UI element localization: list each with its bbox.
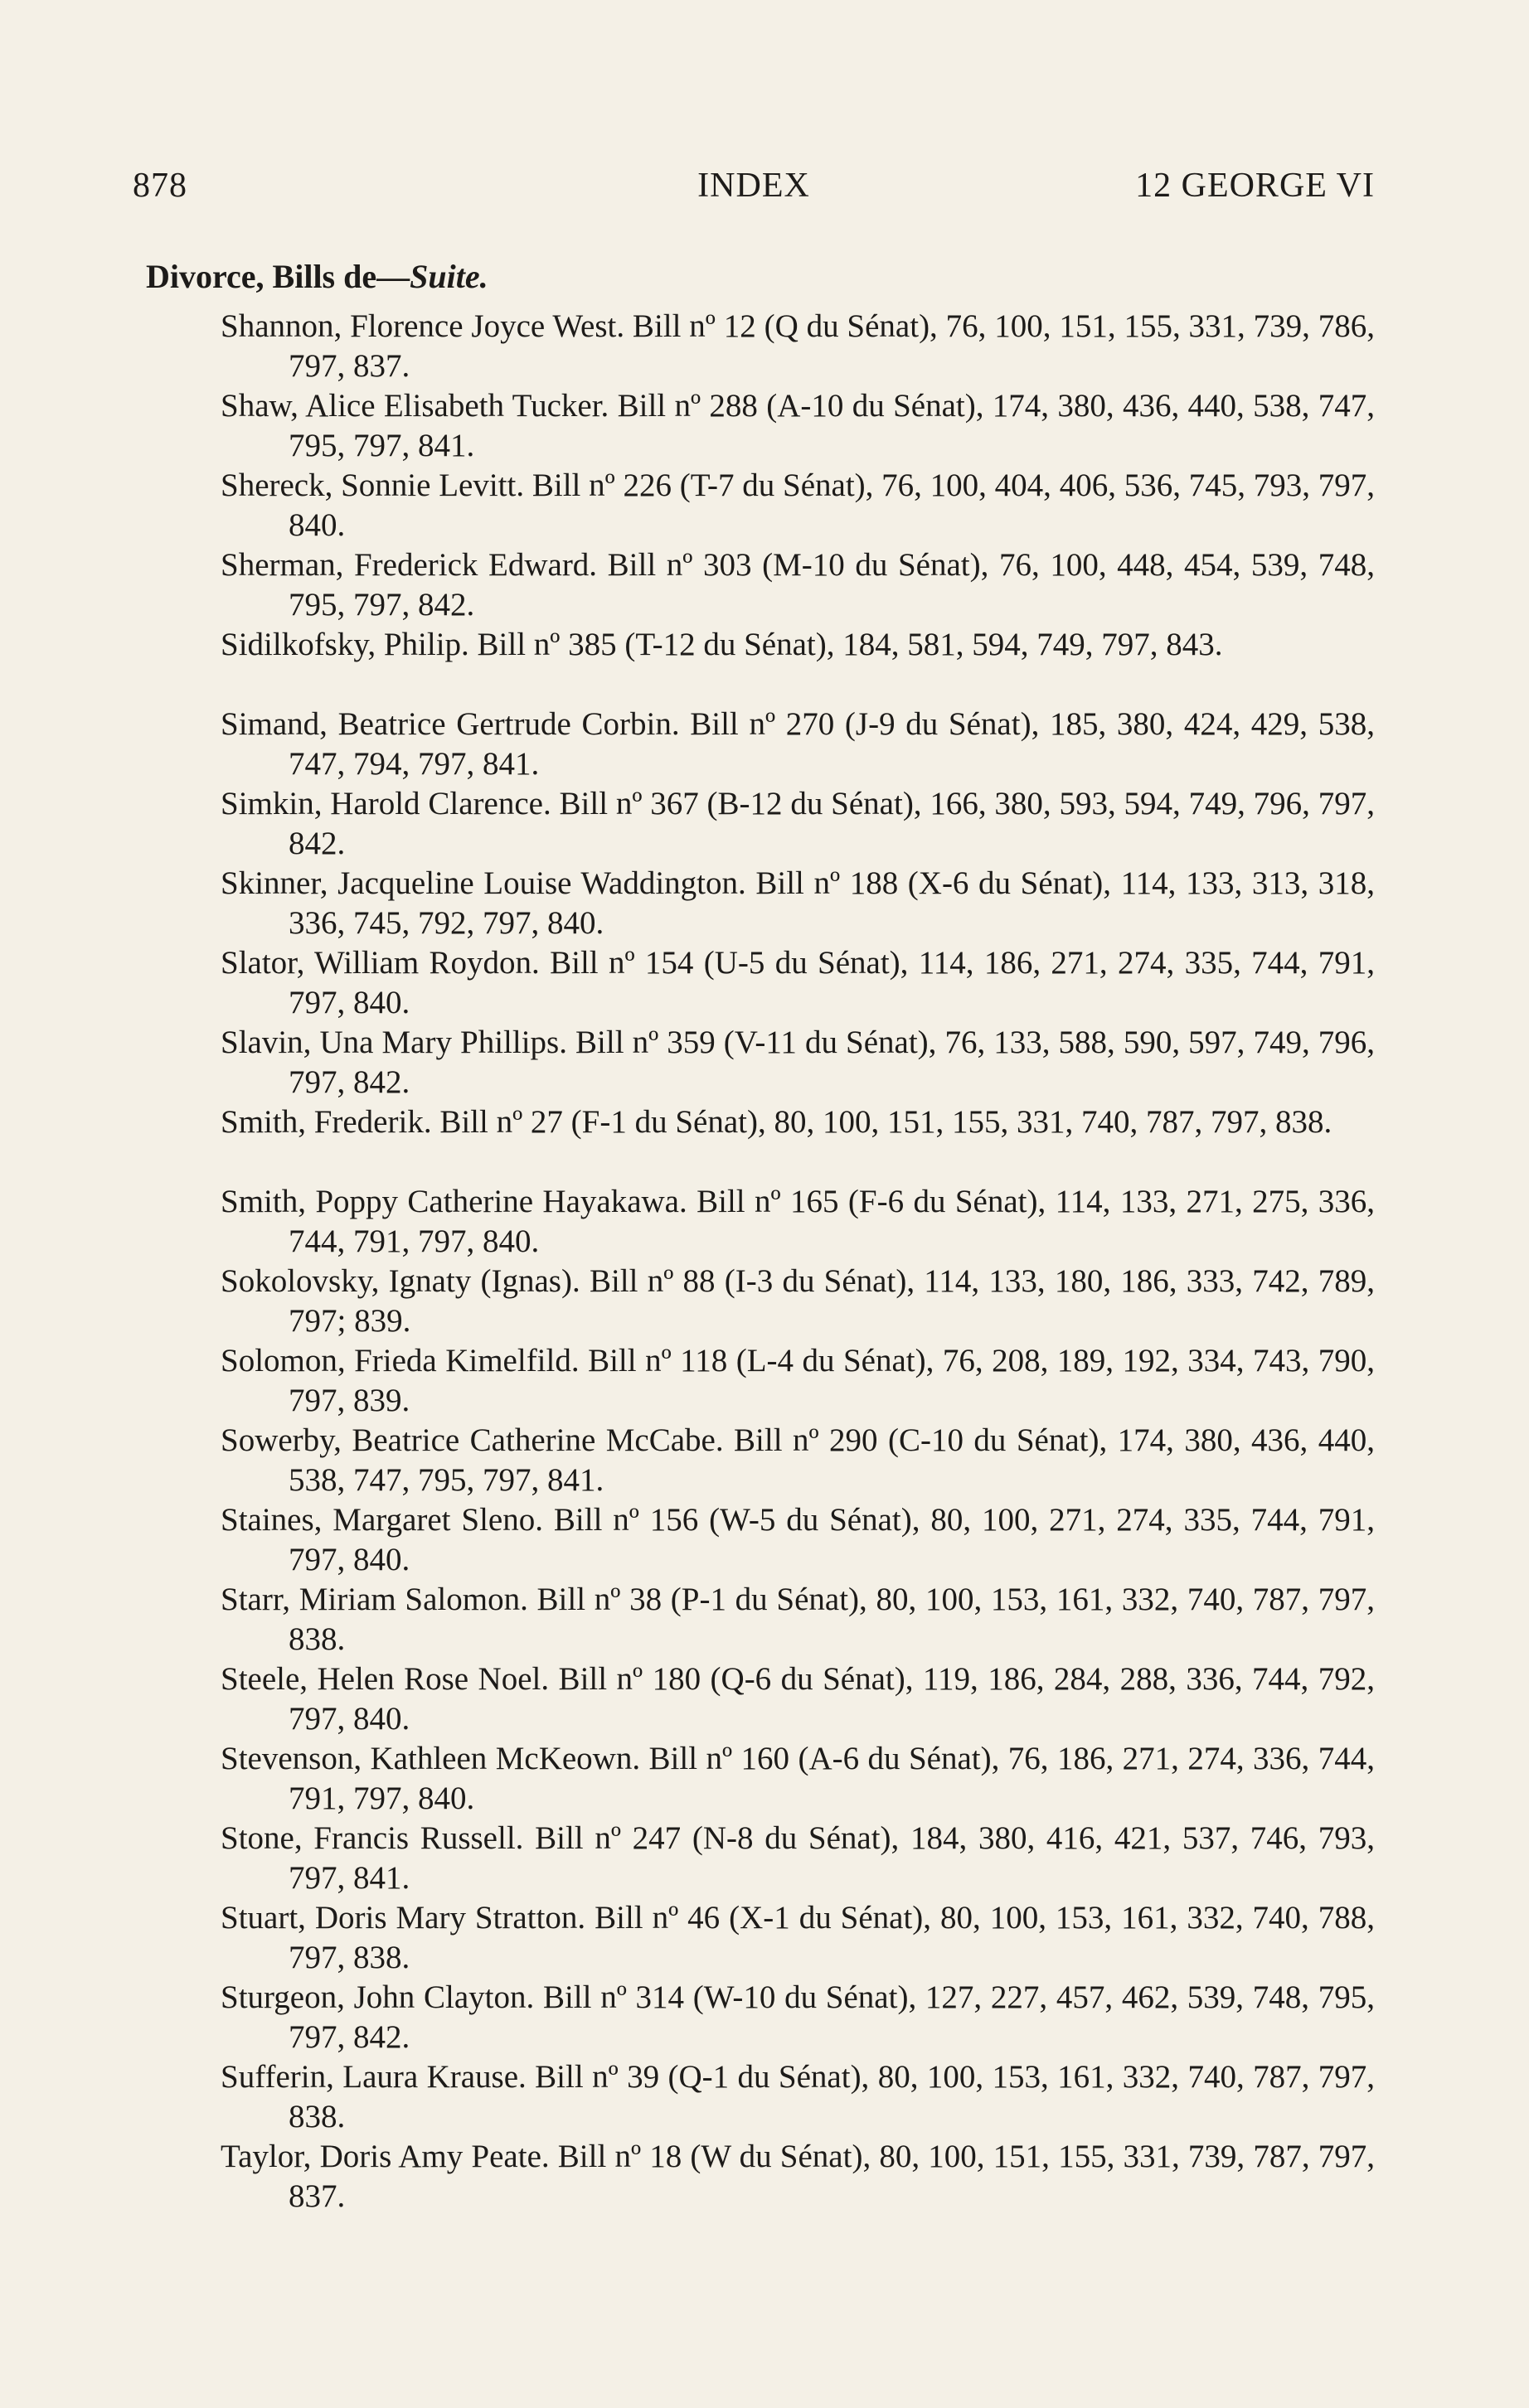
index-entry: Staines, Margaret Sleno. Bill nº 156 (W-5 du Sénat), 80, 100, 271, 274, 335, 744, 791, 797, 840. [221,1502,1375,1577]
index-entry: Steele, Helen Rose Noel. Bill nº 180 (Q-6 du Sénat), 119, 186, 284, 288, 336, 744, 792, 797, 840. [221,1661,1375,1737]
index-entry: Shannon, Florence Joyce West. Bill nº 12 (Q du Sénat), 76, 100, 151, 155, 331, 739, 786, 797, 837. [221,308,1375,384]
index-entry: Stevenson, Kathleen McKeown. Bill nº 160 (A-6 du Sénat), 76, 186, 271, 274, 336, 744, 791, 797, 840. [221,1741,1375,1816]
index-entry: Taylor, Doris Amy Peate. Bill nº 18 (W du Sénat), 80, 100, 151, 155, 331, 739, 787, 797, 837. [221,2139,1375,2214]
page-number: 878 [133,167,187,205]
index-entry: Sidilkofsky, Philip. Bill nº 385 (T-12 du Sénat), 184, 581, 594, 749, 797, 843. [221,627,1223,662]
index-entry: Shaw, Alice Elisabeth Tucker. Bill nº 288 (A-10 du Sénat), 174, 380, 436, 440, 538, 747, 795, 797, 841. [221,388,1375,463]
running-head [133,166,1375,216]
index-entry: Simand, Beatrice Gertrude Corbin. Bill nº 270 (J-9 du Sénat), 185, 380, 424, 429, 538, 747, 794, 797, 841. [221,706,1375,782]
index-entry: Sowerby, Beatrice Catherine McCabe. Bill nº 290 (C-10 du Sénat), 174, 380, 436, 440, 538, 747, 795, 797, 841. [221,1422,1375,1498]
index-entry: Slator, William Roydon. Bill nº 154 (U-5 du Sénat), 114, 186, 271, 274, 335, 744, 791, 797, 840. [221,945,1375,1020]
index-entry: Simkin, Harold Clarence. Bill nº 367 (B-12 du Sénat), 166, 380, 593, 594, 749, 796, 797, 842. [221,786,1375,861]
index-entry: Smith, Poppy Catherine Hayakawa. Bill nº 165 (F-6 du Sénat), 114, 133, 271, 275, 336, 744, 791, 797, 840. [221,1184,1375,1259]
section-heading-text: Divorce, Bills de— [146,258,410,295]
index-entry: Sturgeon, John Clayton. Bill nº 314 (W-10 du Sénat), 127, 227, 457, 462, 539, 748, 795, 797, 842. [221,1979,1375,2055]
index-entry: Smith, Frederik. Bill nº 27 (F-1 du Sénat), 80, 100, 151, 155, 331, 740, 787, 797, 838. [221,1104,1332,1140]
section-heading-suite: Suite. [410,258,488,295]
index-entry: Shereck, Sonnie Levitt. Bill nº 226 (T-7 du Sénat), 76, 100, 404, 406, 536, 745, 793, 797, 840. [221,468,1375,543]
index-entry: Sokolovsky, Ignaty (Ignas). Bill nº 88 (I-3 du Sénat), 114, 133, 180, 186, 333, 742, 789, 797; 839. [221,1263,1375,1339]
index-entry: Stuart, Doris Mary Stratton. Bill nº 46 (X-1 du Sénat), 80, 100, 153, 161, 332, 740, 788, 797, 838. [221,1900,1375,1975]
index-entry: Skinner, Jacqueline Louise Waddington. Bill nº 188 (X-6 du Sénat), 114, 133, 313, 318, 336, 745, 792, 797, 840. [221,865,1375,941]
running-title: INDEX [697,167,810,205]
index-entry: Sufferin, Laura Krause. Bill nº 39 (Q-1 du Sénat), 80, 100, 153, 161, 332, 740, 787, 797, 838. [221,2059,1375,2134]
index-entry: Solomon, Frieda Kimelfild. Bill nº 118 (L-4 du Sénat), 76, 208, 189, 192, 334, 743, 790, 797, 839. [221,1343,1375,1418]
index-entry: Sherman, Frederick Edward. Bill nº 303 (M-10 du Sénat), 76, 100, 448, 454, 539, 748, 795, 797, 842. [221,547,1375,623]
index-entry: Starr, Miriam Salomon. Bill nº 38 (P-1 du Sénat), 80, 100, 153, 161, 332, 740, 787, 797, 838. [221,1582,1375,1657]
running-head-right: 12 GEORGE VI [1135,167,1375,205]
index-entries [221,307,1375,2217]
section-heading [146,257,488,296]
index-entry: Stone, Francis Russell. Bill nº 247 (N-8 du Sénat), 184, 380, 416, 421, 537, 746, 793, 797, 841. [221,1820,1375,1896]
index-entry: Slavin, Una Mary Phillips. Bill nº 359 (V-11 du Sénat), 76, 133, 588, 590, 597, 749, 796, 797, 842. [221,1025,1375,1100]
